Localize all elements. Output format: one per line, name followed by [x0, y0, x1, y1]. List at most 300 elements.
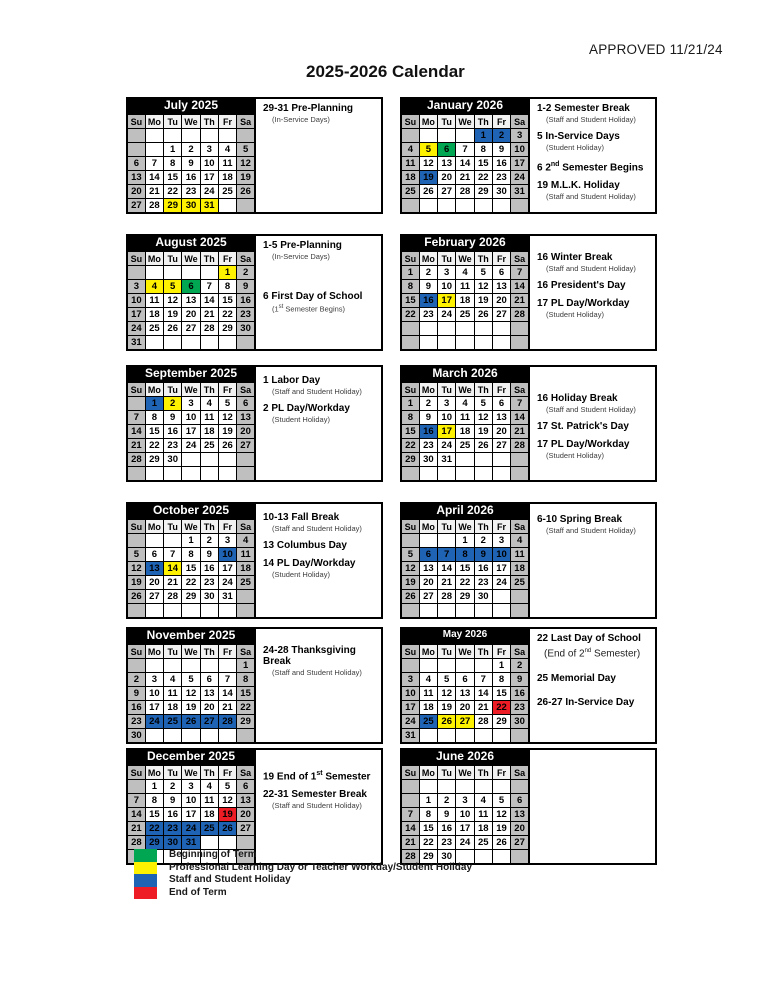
day-cell: 7 — [456, 143, 474, 157]
day-header-cell: We — [182, 519, 200, 534]
day-cell — [419, 322, 437, 336]
week-row — [401, 604, 529, 619]
day-cell: 7 — [511, 397, 529, 411]
annotation-title: 1-2 Semester Break — [537, 103, 630, 114]
day-cell — [127, 659, 145, 673]
day-cell: 26 — [401, 590, 419, 604]
day-cell: 12 — [218, 794, 236, 808]
annotation-item — [263, 540, 378, 551]
day-cell: 29 — [145, 836, 163, 850]
week-row — [127, 171, 255, 185]
day-cell: 4 — [474, 794, 492, 808]
day-cell: 18 — [145, 308, 163, 322]
day-cell: 29 — [456, 590, 474, 604]
day-header-cell: Tu — [438, 644, 456, 659]
calendar-jan — [400, 97, 530, 214]
day-cell: 23 — [419, 439, 437, 453]
annotations-oct — [254, 502, 383, 619]
day-cell: 26 — [237, 185, 255, 199]
day-header-row — [127, 765, 255, 780]
calendar-table — [126, 250, 256, 351]
day-cell: 11 — [164, 687, 182, 701]
day-header-row — [127, 251, 255, 266]
annotation-title: 17 St. Patrick's Day — [537, 421, 629, 432]
week-row — [127, 308, 255, 322]
month-block-feb — [400, 234, 657, 351]
day-cell: 16 — [474, 562, 492, 576]
day-cell: 8 — [182, 548, 200, 562]
day-cell: 5 — [401, 548, 419, 562]
week-row — [401, 439, 529, 453]
day-cell: 28 — [200, 322, 218, 336]
annotation-title: 5 In-Service Days — [537, 131, 620, 142]
month-title: July 2025 — [126, 97, 256, 113]
day-header-cell: Tu — [438, 251, 456, 266]
day-header-cell: We — [182, 765, 200, 780]
day-cell: 30 — [237, 322, 255, 336]
day-header-cell: Mo — [145, 382, 163, 397]
month-row — [126, 627, 657, 744]
day-cell: 19 — [127, 576, 145, 590]
legend-label: Staff and Student Holiday — [169, 874, 291, 885]
day-cell: 9 — [182, 157, 200, 171]
day-cell — [456, 659, 474, 673]
annotation-sub: (In-Service Days) — [272, 115, 330, 124]
day-header-row — [401, 765, 529, 780]
day-cell: 17 — [401, 701, 419, 715]
approved-stamp: APPROVED 11/21/24 — [589, 42, 723, 57]
day-cell: 28 — [127, 453, 145, 467]
annotation-sub: (Staff and Student Holiday) — [546, 192, 636, 202]
calendar-table — [400, 113, 530, 214]
calendar-apr — [400, 502, 530, 619]
annotation-title: 16 President's Day — [537, 280, 626, 291]
month-title: December 2025 — [126, 748, 256, 764]
day-cell: 4 — [200, 397, 218, 411]
day-cell: 23 — [438, 836, 456, 850]
day-cell: 1 — [401, 266, 419, 280]
day-cell: 22 — [164, 185, 182, 199]
day-cell: 16 — [511, 687, 529, 701]
day-cell — [200, 129, 218, 143]
day-cell: 22 — [237, 701, 255, 715]
day-cell: 31 — [127, 336, 145, 351]
day-cell — [419, 604, 437, 619]
day-cell: 7 — [218, 673, 236, 687]
day-header-cell: Fr — [218, 114, 236, 129]
day-cell: 8 — [164, 157, 182, 171]
day-cell: 7 — [145, 157, 163, 171]
week-row — [401, 411, 529, 425]
day-cell: 12 — [492, 808, 510, 822]
day-cell: 13 — [145, 562, 163, 576]
week-row — [127, 562, 255, 576]
day-cell: 14 — [511, 280, 529, 294]
week-row — [401, 199, 529, 214]
day-cell — [127, 397, 145, 411]
week-row — [127, 467, 255, 482]
day-cell: 19 — [474, 425, 492, 439]
week-row — [127, 673, 255, 687]
day-cell: 30 — [511, 715, 529, 729]
day-header-cell: Su — [127, 644, 145, 659]
day-cell: 21 — [218, 701, 236, 715]
week-row — [401, 171, 529, 185]
day-header-cell: Sa — [511, 251, 529, 266]
day-header-row — [401, 114, 529, 129]
month-title: March 2026 — [400, 365, 530, 381]
day-header-cell: Tu — [438, 765, 456, 780]
day-header-cell: Su — [401, 114, 419, 129]
annotation-sub: (Student Holiday) — [546, 310, 604, 319]
day-header-row — [127, 519, 255, 534]
day-cell: 17 — [218, 562, 236, 576]
day-cell: 23 — [474, 576, 492, 590]
day-cell: 11 — [474, 808, 492, 822]
annotation-title: 17 PL Day/Workday — [537, 439, 630, 450]
day-cell: 12 — [237, 157, 255, 171]
day-cell: 15 — [492, 687, 510, 701]
day-cell: 30 — [419, 453, 437, 467]
month-title: November 2025 — [126, 627, 256, 643]
day-cell: 6 — [419, 548, 437, 562]
day-cell: 11 — [145, 294, 163, 308]
day-cell — [182, 266, 200, 280]
calendar-dec — [126, 748, 256, 865]
day-cell: 9 — [237, 280, 255, 294]
calendar-table — [400, 250, 530, 351]
day-cell: 29 — [474, 185, 492, 199]
day-cell: 5 — [438, 673, 456, 687]
day-cell: 13 — [492, 411, 510, 425]
day-cell: 7 — [200, 280, 218, 294]
day-cell: 21 — [474, 701, 492, 715]
day-cell: 26 — [182, 715, 200, 729]
day-cell: 13 — [237, 411, 255, 425]
month-title: April 2026 — [400, 502, 530, 518]
day-cell: 5 — [218, 397, 236, 411]
day-cell — [438, 322, 456, 336]
day-cell: 1 — [419, 794, 437, 808]
day-cell: 25 — [164, 715, 182, 729]
day-header-row — [401, 382, 529, 397]
week-row — [401, 280, 529, 294]
day-header-cell: Su — [401, 765, 419, 780]
legend-row — [134, 849, 472, 862]
calendar-jun — [400, 748, 530, 865]
day-cell: 25 — [419, 715, 437, 729]
day-cell: 20 — [419, 576, 437, 590]
annotation-item — [537, 159, 652, 173]
annotation-item — [537, 697, 652, 708]
day-cell — [127, 604, 145, 619]
day-cell: 6 — [492, 397, 510, 411]
month-block-may — [400, 627, 657, 744]
annotation-sub: (Staff and Student Holiday) — [546, 405, 636, 414]
day-cell: 19 — [218, 808, 236, 822]
day-header-cell: Mo — [145, 644, 163, 659]
week-row — [127, 836, 255, 850]
day-cell — [164, 129, 182, 143]
annotation-sub: (Student Holiday) — [546, 451, 604, 460]
day-cell: 26 — [218, 439, 236, 453]
day-cell: 24 — [401, 715, 419, 729]
day-cell — [474, 659, 492, 673]
day-cell: 12 — [474, 411, 492, 425]
day-cell — [511, 850, 529, 865]
day-cell: 29 — [492, 715, 510, 729]
annotation-item — [537, 393, 652, 414]
day-cell — [127, 534, 145, 548]
day-cell: 24 — [438, 308, 456, 322]
day-cell: 15 — [145, 808, 163, 822]
day-cell — [456, 780, 474, 794]
annotation-item — [537, 103, 652, 124]
day-header-cell: Su — [127, 251, 145, 266]
day-header-cell: Sa — [511, 114, 529, 129]
day-cell: 17 — [200, 171, 218, 185]
day-cell: 14 — [164, 562, 182, 576]
day-cell: 18 — [237, 562, 255, 576]
day-cell: 13 — [456, 687, 474, 701]
day-header-row — [401, 251, 529, 266]
annotation-title: 1 Labor Day — [263, 375, 321, 386]
day-header-cell: Fr — [492, 765, 510, 780]
annotations-jan — [528, 97, 657, 214]
day-header-cell: Fr — [218, 519, 236, 534]
month-title: June 2026 — [400, 748, 530, 764]
day-header-cell: Fr — [218, 765, 236, 780]
day-cell: 4 — [511, 534, 529, 548]
day-cell: 30 — [438, 850, 456, 865]
day-cell: 1 — [218, 266, 236, 280]
week-row — [401, 673, 529, 687]
day-header-cell: Mo — [145, 519, 163, 534]
day-cell: 8 — [401, 411, 419, 425]
day-cell — [164, 467, 182, 482]
annotation-item — [537, 131, 652, 152]
day-cell: 24 — [511, 171, 529, 185]
annotation-title: 1-5 Pre-Planning — [263, 240, 342, 251]
day-header-cell: Mo — [145, 251, 163, 266]
day-cell: 15 — [218, 294, 236, 308]
day-cell: 21 — [200, 308, 218, 322]
day-header-cell: Fr — [492, 519, 510, 534]
day-header-cell: Mo — [145, 765, 163, 780]
day-cell — [401, 604, 419, 619]
month-block-apr — [400, 502, 657, 619]
calendar-jul — [126, 97, 256, 214]
day-cell: 15 — [401, 294, 419, 308]
day-cell: 27 — [127, 199, 145, 214]
day-cell: 26 — [127, 590, 145, 604]
day-header-cell: Mo — [419, 644, 437, 659]
day-cell: 25 — [200, 822, 218, 836]
day-cell: 26 — [438, 715, 456, 729]
day-header-cell: Fr — [492, 644, 510, 659]
day-cell: 18 — [511, 562, 529, 576]
day-cell: 7 — [127, 411, 145, 425]
day-cell: 2 — [419, 266, 437, 280]
day-cell: 6 — [492, 266, 510, 280]
day-cell: 28 — [456, 185, 474, 199]
day-cell — [474, 322, 492, 336]
day-cell: 26 — [474, 308, 492, 322]
day-cell: 9 — [511, 673, 529, 687]
calendar-oct — [126, 502, 256, 619]
day-header-cell: Th — [474, 765, 492, 780]
day-cell: 5 — [474, 397, 492, 411]
calendar-table — [400, 518, 530, 619]
calendar-aug — [126, 234, 256, 351]
day-cell — [492, 780, 510, 794]
day-cell: 14 — [401, 822, 419, 836]
week-row — [127, 687, 255, 701]
day-cell: 14 — [127, 808, 145, 822]
week-row — [127, 548, 255, 562]
month-title: May 2026 — [400, 627, 530, 643]
annotation-title: 26-27 In-Service Day — [537, 697, 635, 709]
day-cell: 19 — [182, 701, 200, 715]
day-cell — [237, 836, 255, 850]
day-cell — [145, 143, 163, 157]
week-row — [401, 715, 529, 729]
day-cell: 25 — [145, 322, 163, 336]
week-row — [401, 266, 529, 280]
week-row — [127, 266, 255, 280]
day-header-cell: Th — [474, 519, 492, 534]
week-row — [401, 548, 529, 562]
day-cell — [200, 836, 218, 850]
week-row — [401, 822, 529, 836]
day-cell: 29 — [182, 590, 200, 604]
day-header-cell: Fr — [218, 644, 236, 659]
day-cell: 29 — [401, 453, 419, 467]
day-cell: 22 — [182, 576, 200, 590]
day-cell — [419, 129, 437, 143]
annotation-sub: (Staff and Student Holiday) — [272, 668, 362, 677]
day-cell: 23 — [127, 715, 145, 729]
annotations-sep — [254, 365, 383, 482]
annotation-item — [263, 375, 378, 396]
day-cell: 1 — [182, 534, 200, 548]
week-row — [401, 308, 529, 322]
day-cell — [401, 467, 419, 482]
annotation-item — [263, 768, 378, 782]
day-cell — [511, 322, 529, 336]
day-cell: 22 — [401, 439, 419, 453]
day-cell: 14 — [127, 425, 145, 439]
day-cell: 30 — [492, 185, 510, 199]
day-cell — [438, 336, 456, 351]
day-cell: 19 — [474, 294, 492, 308]
day-header-cell: Su — [127, 114, 145, 129]
day-cell: 13 — [419, 562, 437, 576]
day-cell: 1 — [401, 397, 419, 411]
week-row — [401, 467, 529, 482]
day-cell: 11 — [200, 411, 218, 425]
day-cell: 9 — [164, 794, 182, 808]
week-row — [401, 397, 529, 411]
day-cell: 5 — [164, 280, 182, 294]
day-cell — [419, 659, 437, 673]
annotations-dec — [254, 748, 383, 865]
week-row — [127, 294, 255, 308]
day-cell: 23 — [164, 439, 182, 453]
day-cell: 31 — [218, 590, 236, 604]
day-cell: 9 — [164, 411, 182, 425]
week-row — [127, 701, 255, 715]
day-header-cell: Tu — [164, 114, 182, 129]
week-row — [127, 185, 255, 199]
day-cell — [145, 129, 163, 143]
day-cell — [401, 534, 419, 548]
week-row — [401, 294, 529, 308]
month-title: February 2026 — [400, 234, 530, 250]
day-cell: 29 — [237, 715, 255, 729]
calendar-table — [400, 643, 530, 744]
day-header-cell: Sa — [237, 114, 255, 129]
annotation-item — [263, 403, 378, 424]
day-cell: 13 — [438, 157, 456, 171]
day-cell — [237, 199, 255, 214]
day-cell: 12 — [218, 411, 236, 425]
day-cell: 28 — [401, 850, 419, 865]
day-cell: 9 — [127, 687, 145, 701]
day-header-cell: Sa — [237, 251, 255, 266]
annotation-item — [263, 103, 378, 124]
day-cell: 17 — [492, 562, 510, 576]
day-cell — [145, 467, 163, 482]
annotation-item — [263, 789, 378, 810]
annotation-sub: (Staff and Student Holiday) — [272, 387, 362, 396]
day-cell — [127, 467, 145, 482]
day-cell: 19 — [401, 576, 419, 590]
day-cell: 2 — [237, 266, 255, 280]
day-cell: 16 — [419, 294, 437, 308]
day-cell — [164, 336, 182, 351]
day-cell: 6 — [438, 143, 456, 157]
month-title: January 2026 — [400, 97, 530, 113]
day-cell: 16 — [200, 562, 218, 576]
day-header-cell: Fr — [218, 382, 236, 397]
annotation-item — [537, 252, 652, 273]
week-row — [127, 780, 255, 794]
day-cell — [474, 604, 492, 619]
day-cell: 22 — [145, 822, 163, 836]
day-cell: 5 — [237, 143, 255, 157]
day-cell: 13 — [511, 808, 529, 822]
day-cell — [401, 336, 419, 351]
day-cell — [401, 780, 419, 794]
day-cell: 9 — [200, 548, 218, 562]
day-cell: 30 — [182, 199, 200, 214]
day-cell: 31 — [438, 453, 456, 467]
day-cell — [438, 199, 456, 214]
day-cell: 25 — [218, 185, 236, 199]
day-cell — [237, 453, 255, 467]
day-header-cell: Th — [200, 765, 218, 780]
day-cell — [145, 604, 163, 619]
day-cell — [145, 729, 163, 744]
day-cell: 3 — [218, 534, 236, 548]
day-cell: 3 — [145, 673, 163, 687]
week-row — [127, 534, 255, 548]
day-header-cell: We — [182, 382, 200, 397]
day-cell: 9 — [474, 548, 492, 562]
day-cell: 17 — [127, 308, 145, 322]
day-cell: 23 — [511, 701, 529, 715]
